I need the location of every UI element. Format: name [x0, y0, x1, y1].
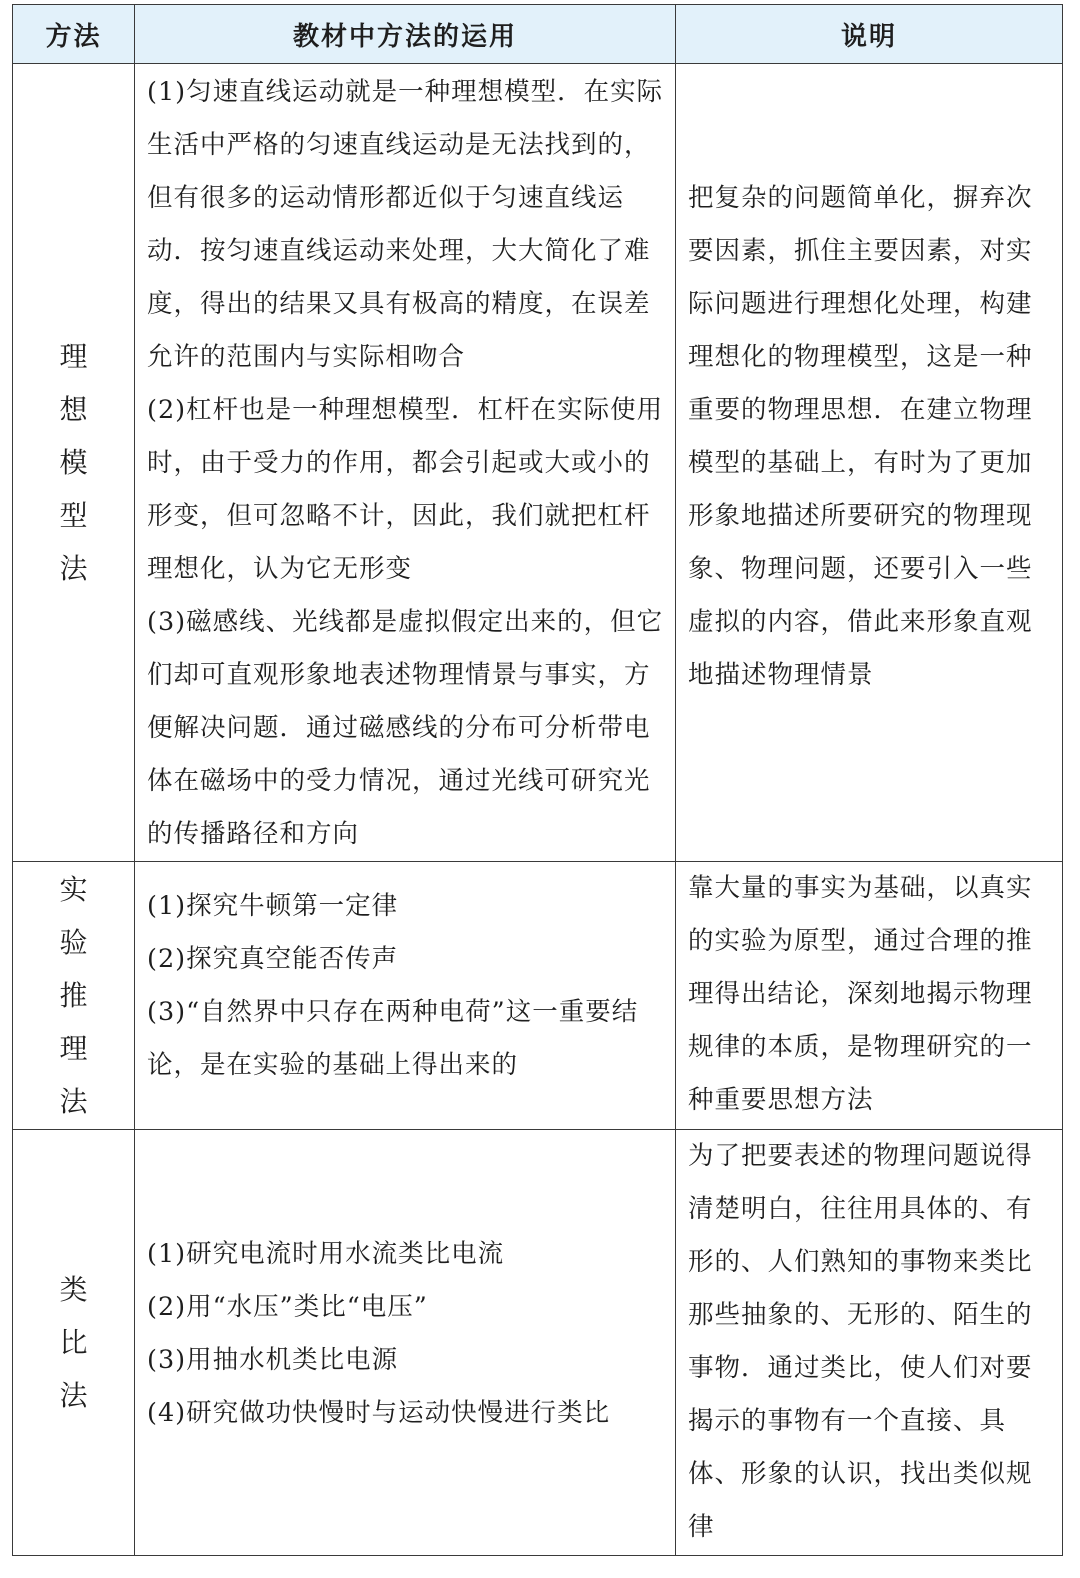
methods-table-container	[12, 4, 1062, 1556]
note-cell: 为了把要表述的物理问题说得清楚明白，往往用具体的、有形的、人们熟知的事物来类比那些抽象的、无形的、陌生的事物．通过类比，使人们对要揭示的事物有一个直接、具体、形象的认识，找出类似规律	[676, 1130, 1063, 1556]
method-cell	[13, 64, 135, 862]
header-note: 说明	[676, 5, 1063, 64]
usage-item: (3)“自然界中只存在两种电荷”这一重要结论，是在实验的基础上得出来的	[147, 997, 639, 1080]
method-name: 理想模型法	[59, 340, 88, 585]
usage-item: (3)用抽水机类比电源	[147, 1345, 399, 1375]
table-row-ideal-model	[13, 64, 1063, 862]
note-cell: 靠大量的事实为基础，以真实的实验为原型，通过合理的推理得出结论，深刻地揭示物理规律的本质，是物理研究的一种重要思想方法	[676, 862, 1063, 1130]
usage-item: (1)研究电流时用水流类比电流	[147, 1239, 505, 1269]
usage-item: (4)研究做功快慢时与运动快慢进行类比	[147, 1398, 611, 1428]
header-row	[13, 5, 1063, 64]
usage-item: (2)探究真空能否传声	[147, 944, 399, 974]
usage-item: (2)杠杆也是一种理想模型．杠杆在实际使用时，由于受力的作用，都会引起或大或小的形变，但可忽略不计，因此，我们就把杠杆理想化，认为它无形变	[147, 395, 664, 584]
physics-methods-table	[12, 4, 1063, 1556]
header-usage: 教材中方法的运用	[135, 5, 676, 64]
usage-item: (3)磁感线、光线都是虚拟假定出来的，但它们却可直观形象地表述物理情景与事实，方便解决问题．通过磁感线的分布可分析带电体在磁场中的受力情况，通过光线可研究光的传播路径和方向	[147, 607, 664, 849]
table-row-analogy	[13, 1130, 1063, 1556]
table-row-experiment-inference	[13, 862, 1063, 1130]
usage-item: (2)用“水压”类比“电压”	[147, 1292, 428, 1322]
method-name: 类比法	[59, 1273, 88, 1412]
usage-cell	[135, 1130, 676, 1556]
method-cell	[13, 1130, 135, 1556]
note-cell: 把复杂的问题简单化，摒弃次要因素，抓住主要因素，对实际问题进行理想化处理，构建理想化的物理模型，这是一种重要的物理思想．在建立物理模型的基础上，有时为了更加形象地描述所要研究的物理现象、物理问题，还要引入一些虚拟的内容，借此来形象直观地描述物理情景	[676, 64, 1063, 862]
method-cell	[13, 862, 135, 1130]
method-name: 实验推理法	[59, 873, 88, 1118]
usage-cell	[135, 64, 676, 862]
header-method: 方法	[13, 5, 135, 64]
usage-item: (1)探究牛顿第一定律	[147, 891, 399, 921]
usage-item: (1)匀速直线运动就是一种理想模型．在实际生活中严格的匀速直线运动是无法找到的，但有很多的运动情形都近似于匀速直线运动．按匀速直线运动来处理，大大简化了难度，得出的结果又具有极高的精度，在误差允许的范围内与实际相吻合	[147, 77, 664, 372]
usage-cell	[135, 862, 676, 1130]
